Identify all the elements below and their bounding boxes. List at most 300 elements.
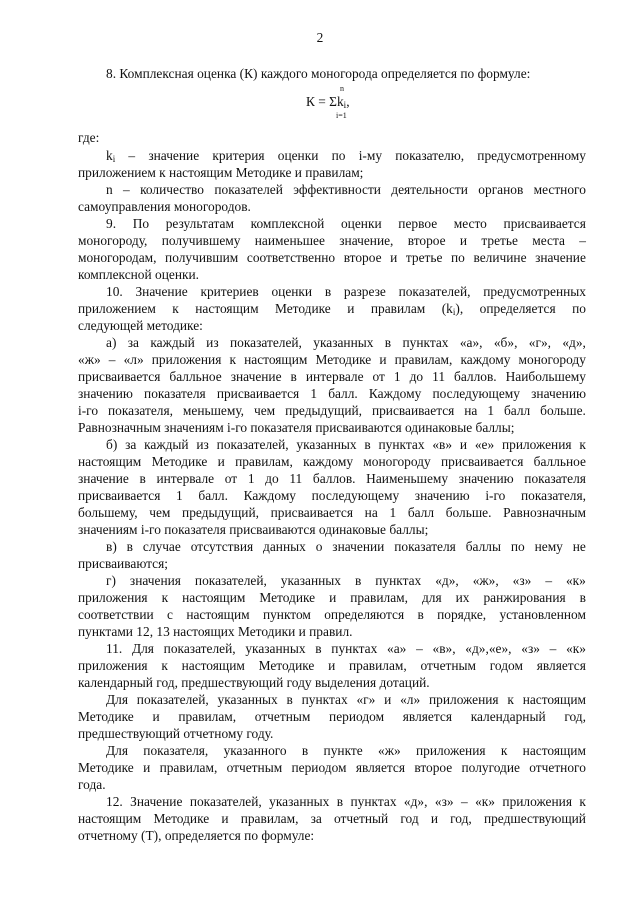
word: 1 [389, 505, 397, 520]
word: в [324, 284, 332, 299]
word: в) [106, 539, 117, 554]
text-line [78, 420, 514, 437]
word: к [579, 794, 586, 809]
word: и [459, 437, 468, 452]
word: место [453, 216, 487, 231]
word: приложения [415, 743, 486, 758]
word: предусмотренному [477, 148, 586, 163]
text-line [78, 130, 99, 147]
word: значению [531, 386, 586, 401]
word: Методике [275, 301, 331, 316]
word: «к» [475, 794, 495, 809]
word: «г» [356, 692, 376, 707]
word: полугодие [461, 760, 520, 775]
word: предшествующий [483, 811, 586, 826]
word: – [108, 352, 116, 367]
word: 1 [393, 369, 401, 384]
word: от [224, 471, 238, 486]
word: показателей, [163, 641, 236, 656]
word: «з» [434, 794, 454, 809]
word: Методике [259, 590, 316, 605]
text-line [78, 403, 586, 420]
word: о [315, 539, 323, 554]
word: получившим [165, 250, 239, 265]
text-run: комплексной оценки. [78, 267, 200, 282]
word: пунктах [350, 794, 397, 809]
word: правилам, [350, 590, 408, 605]
word: балл. [198, 488, 228, 503]
text-run: предшествующий отчетному году. [78, 726, 274, 741]
word: 9. [106, 216, 117, 231]
word: год, [450, 811, 472, 826]
word: i-го [485, 488, 506, 503]
word: Методике [78, 760, 134, 775]
word: является [402, 709, 452, 724]
word: третье [405, 250, 443, 265]
word: настоящим [195, 301, 259, 316]
word: «ж» [78, 352, 101, 367]
word: «в», [432, 641, 456, 656]
word: значении [332, 539, 385, 554]
word: к [172, 301, 179, 316]
text-run: отчетному (Т), определяется по формуле: [78, 828, 315, 843]
word: предыдущий, [182, 505, 259, 520]
word: с [167, 607, 173, 622]
word: «д», [562, 335, 586, 350]
word: каждому [303, 454, 354, 469]
word: настоящим [186, 607, 250, 622]
word: за [125, 437, 137, 452]
word: 11. [106, 641, 123, 656]
word: не [572, 539, 586, 554]
word: и [221, 811, 229, 826]
word: данных [263, 539, 306, 554]
word: присваивается [78, 488, 161, 503]
word: значение [78, 471, 129, 486]
word: по [572, 301, 586, 316]
word: «л» [400, 692, 421, 707]
word: последующему [432, 386, 520, 401]
text-line [78, 692, 586, 709]
word: пунктах [331, 641, 378, 656]
word: и [459, 233, 468, 248]
word: правилам [370, 301, 426, 316]
word: «ж» [378, 743, 401, 758]
text-line [78, 437, 586, 454]
word: количество [140, 182, 204, 197]
word: в [354, 573, 362, 588]
word: приложения [78, 658, 148, 673]
word: «б», [493, 335, 518, 350]
word: периодом [329, 709, 385, 724]
word: показателей, [398, 284, 471, 299]
text-line [78, 216, 586, 233]
text-line [78, 641, 586, 658]
word: баллов. [454, 369, 497, 384]
word: на [364, 505, 378, 520]
text-line [78, 777, 106, 794]
text-run: 8. Комплексная оценка (К) каждого моногорода определяется по формуле: [106, 66, 531, 81]
word: третье [481, 233, 518, 248]
text-line [78, 148, 586, 165]
word: установленном [499, 607, 586, 622]
word: интервале [305, 369, 364, 384]
body-text [78, 0, 586, 905]
text-line [78, 66, 530, 83]
word: присваивается [270, 505, 354, 520]
text-line [78, 318, 203, 335]
word: б) [106, 437, 118, 452]
word: в [336, 794, 344, 809]
word: до [409, 369, 424, 384]
word: баллы [465, 539, 501, 554]
text-line [78, 488, 586, 505]
text-line [78, 250, 586, 267]
word: местного [533, 182, 586, 197]
word: значение, [339, 233, 394, 248]
word: чем [253, 403, 276, 418]
word: балл [503, 403, 531, 418]
word: приложения [502, 794, 572, 809]
word: показателей [214, 182, 283, 197]
word: в [301, 743, 309, 758]
word: пунктом [262, 607, 311, 622]
word: каждый [144, 437, 189, 452]
word: является [536, 658, 586, 673]
word: органов [478, 182, 524, 197]
word: отсутствия [190, 539, 254, 554]
word: моногороду, [78, 233, 148, 248]
word: в [364, 437, 371, 452]
text-line [78, 743, 586, 760]
word: и [329, 590, 337, 605]
word: настоящим [244, 352, 308, 367]
word: «д», [435, 573, 459, 588]
word: к [229, 352, 236, 367]
word: $(k_i)$, [441, 301, 464, 317]
text-line [78, 454, 586, 471]
text-line [78, 675, 430, 692]
word: приложения [78, 590, 148, 605]
word: значению [414, 488, 470, 503]
text-line [78, 658, 586, 675]
word: балл [407, 505, 435, 520]
word: правилам, [240, 811, 299, 826]
text-line [78, 352, 586, 369]
word: присваивается [78, 369, 161, 384]
text-line [78, 386, 586, 403]
word: в [126, 539, 133, 554]
word: настоящим [78, 454, 142, 469]
text-run: приложением к настоящим Методике и правилам; [78, 165, 364, 180]
word: календарный [470, 709, 546, 724]
word: к [507, 692, 514, 707]
word: в [384, 335, 392, 350]
word: 12. [106, 794, 123, 809]
word: 1 [310, 386, 318, 401]
word: баллов. [312, 471, 356, 486]
text-line [78, 199, 251, 216]
word: к [161, 658, 168, 673]
word: показателя [524, 471, 586, 486]
word: на [464, 403, 478, 418]
word: в [290, 369, 297, 384]
word: отчетного [529, 760, 586, 775]
word: Методике [78, 709, 134, 724]
text-line [78, 607, 586, 624]
word: i-го [78, 403, 99, 418]
word: случае [142, 539, 181, 554]
word: 11 [432, 369, 446, 384]
formula-sum-lower-limit: i=1 [336, 111, 347, 120]
word: г) [106, 573, 116, 588]
text-line [78, 539, 586, 556]
word: по [510, 539, 525, 554]
word: периодом [291, 760, 347, 775]
word: значению [458, 471, 514, 486]
text-line [78, 811, 586, 828]
word: Значение [130, 794, 183, 809]
word: настоящим [522, 692, 586, 707]
word: 1 [247, 471, 255, 486]
word: и [217, 454, 225, 469]
word: порядке, [437, 607, 487, 622]
word: оценки [277, 148, 319, 163]
word: – [579, 233, 586, 248]
word: и [384, 692, 392, 707]
word: второе [343, 250, 382, 265]
word: определяется [479, 301, 556, 316]
word: Для [131, 641, 154, 656]
text-line [78, 335, 586, 352]
word: соответственно [246, 250, 336, 265]
word: показателей, [189, 794, 262, 809]
word: пунктах [402, 335, 449, 350]
word: показателя [394, 539, 456, 554]
word: показателей, [216, 437, 289, 452]
word: правилам, [235, 454, 293, 469]
text-line [78, 590, 586, 607]
word: показателя [144, 386, 206, 401]
word: Методике [151, 454, 208, 469]
word: i-му [358, 148, 383, 163]
word: показателей, [136, 692, 209, 707]
word: указанных [280, 573, 341, 588]
word: приложения [428, 692, 499, 707]
text-line [78, 267, 199, 284]
word: приложения [151, 352, 222, 367]
word: год, [564, 709, 586, 724]
word: значение [148, 148, 200, 163]
word: в [417, 607, 424, 622]
word: присваивается [503, 216, 586, 231]
word: показателя, [107, 403, 173, 418]
text-line [78, 726, 273, 743]
word: указанных [296, 437, 357, 452]
word: балльное [169, 369, 222, 384]
text-line [78, 624, 352, 641]
text-line [78, 369, 586, 386]
text-line [78, 284, 586, 301]
word: предусмотренных [483, 284, 586, 299]
word: значению [78, 386, 133, 401]
word: за [310, 811, 322, 826]
word: показателя, [143, 743, 209, 758]
word: Методике [258, 658, 315, 673]
word: $k_i$ [106, 148, 116, 164]
word: «л» [123, 352, 144, 367]
word: отчетным [254, 709, 311, 724]
word: разрезе [343, 284, 386, 299]
word: пунктах [301, 692, 348, 707]
word: пунктах [375, 573, 422, 588]
word: значение [535, 250, 586, 265]
word: величине [473, 250, 527, 265]
word: балльное [533, 454, 586, 469]
word: Равнозначным [503, 505, 586, 520]
text-line [78, 556, 168, 573]
word: указанных [313, 335, 374, 350]
word: оценки [340, 216, 382, 231]
text-line [78, 505, 586, 522]
word: Значение [135, 284, 188, 299]
text-run: следующей методике: [78, 318, 203, 333]
word: отчетным [420, 658, 477, 673]
word: пункте [323, 743, 363, 758]
word: присваивается [440, 454, 524, 469]
word: комплексной [250, 216, 325, 231]
word: их [455, 590, 470, 605]
word: по [331, 148, 346, 163]
text-run: года. [78, 777, 106, 792]
word: Для [106, 743, 128, 758]
word: правилам, [178, 709, 237, 724]
word: «з» [521, 641, 540, 656]
word: определяются [324, 607, 405, 622]
word: указанных [269, 794, 330, 809]
word: годом [489, 658, 523, 673]
word: и [390, 250, 398, 265]
word: из [196, 437, 209, 452]
word: первое [398, 216, 438, 231]
text-line [78, 760, 586, 777]
word: 1 [176, 488, 183, 503]
word: и [143, 760, 151, 775]
word: от [372, 369, 385, 384]
text-line [78, 573, 586, 590]
word: а) [106, 335, 117, 350]
text-line [78, 233, 586, 250]
word: присваивается [371, 403, 455, 418]
word: деятельности [391, 182, 468, 197]
word: нему [534, 539, 563, 554]
word: оценки [271, 284, 313, 299]
word: из [206, 335, 219, 350]
word: в [315, 641, 322, 656]
word: настоящим [522, 743, 586, 758]
text-run: Равнозначным значениям i-го показателя присваиваются одинаковые баллы; [78, 420, 515, 435]
word: показателей, [229, 335, 302, 350]
word: указанного [223, 743, 287, 758]
word: показателю, [395, 148, 465, 163]
word: «а» [387, 641, 407, 656]
word: – [128, 148, 136, 163]
word: к [579, 437, 586, 452]
word: в [139, 471, 146, 486]
word: моногороду [363, 454, 431, 469]
word: моногороду [518, 352, 586, 367]
word: Каждому [243, 488, 296, 503]
text-line [78, 709, 586, 726]
text-line [78, 182, 586, 199]
word: по [451, 250, 465, 265]
word: интервале [156, 471, 215, 486]
word: и [152, 709, 160, 724]
word: к [500, 743, 508, 758]
text-run: календарный год, предшествующий году выделения дотаций. [78, 675, 430, 690]
text-line [78, 165, 363, 182]
word: «к» [566, 641, 586, 656]
word: больше. [540, 403, 586, 418]
word: показателя, [521, 488, 586, 503]
text-line [78, 522, 428, 539]
word: Методике [315, 352, 372, 367]
word: Для [106, 692, 128, 707]
word: значения [129, 573, 181, 588]
word: является [355, 760, 406, 775]
word: «ж», [472, 573, 499, 588]
word: 1 [487, 403, 495, 418]
word: большему, [78, 505, 138, 520]
word: результатам [165, 216, 234, 231]
word: ранжирования [483, 590, 566, 605]
word: приложения [501, 437, 572, 452]
word: в [579, 590, 586, 605]
word: предыдущий, [285, 403, 362, 418]
text-line [78, 301, 586, 318]
word: n [106, 182, 113, 197]
word: критерия [212, 148, 265, 163]
word: Каждому [368, 386, 422, 401]
word: присваивается [216, 386, 300, 401]
formula-expression: $К = \Sigma k_i$, [306, 94, 350, 110]
word: до [265, 471, 279, 486]
word: правилам, [349, 658, 407, 673]
formula-sum-upper-limit: n [340, 84, 344, 93]
word: наименьшее [254, 233, 325, 248]
word: «д»,«е», [465, 641, 512, 656]
word: чем [149, 505, 171, 520]
word: 11 [289, 471, 303, 486]
word: Наименьшему [366, 471, 449, 486]
word: правилам, [394, 352, 453, 367]
word: и [430, 811, 438, 826]
word: «а», [459, 335, 483, 350]
word: «д», [403, 794, 428, 809]
word: – [549, 641, 557, 656]
word: критериев [200, 284, 259, 299]
word: «е» [474, 437, 495, 452]
word: отчетным [226, 760, 283, 775]
word: настоящим [78, 811, 142, 826]
word: – [545, 573, 553, 588]
word: «в» [432, 437, 453, 452]
word: «к» [565, 573, 586, 588]
word: к [161, 590, 169, 605]
word: – [416, 641, 423, 656]
word: в [286, 692, 293, 707]
text-run: значениям i-го показателя присваиваются одинаковые баллы; [78, 522, 429, 537]
